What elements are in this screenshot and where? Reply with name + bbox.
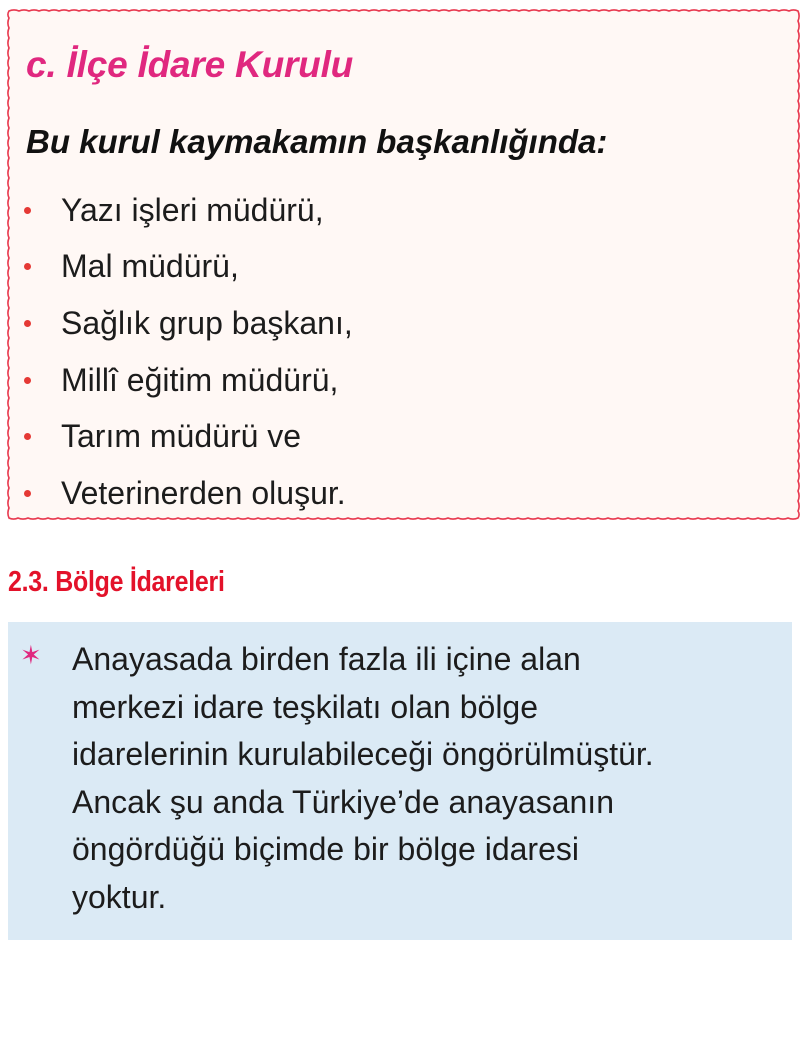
bullet-icon bbox=[24, 320, 31, 327]
list-item bbox=[22, 352, 353, 409]
paragraph-line: Ancak şu anda Türkiye’de anayasanın bbox=[72, 783, 614, 820]
list-item bbox=[22, 182, 353, 239]
list-item-text: Sağlık grup başkanı, bbox=[61, 304, 353, 341]
bullet-icon bbox=[24, 377, 31, 384]
paragraph-line: merkezi idare teşkilatı olan bölge bbox=[72, 688, 539, 725]
list-item-text: Tarım müdürü ve bbox=[61, 418, 302, 455]
paragraph-line: idarelerinin kurulabileceği öngörülmüştür. bbox=[72, 736, 654, 772]
bullet-icon bbox=[24, 263, 31, 270]
bullet-icon bbox=[24, 207, 31, 214]
paragraph-line: öngördüğü biçimde bir bölge idaresi bbox=[72, 831, 579, 867]
list-item-text: Veterinerden oluşur. bbox=[61, 474, 346, 511]
paragraph-line: yoktur. bbox=[72, 878, 167, 915]
card-subtitle: Bu kurul kaymakamın başkanlığında: bbox=[26, 123, 608, 160]
card-title: c. İlçe İdare Kurulu bbox=[26, 44, 354, 85]
ilce-idare-kurulu-card bbox=[8, 10, 800, 520]
star-icon: ✶ bbox=[20, 641, 42, 671]
list-item bbox=[22, 408, 353, 465]
list-item-text: Yazı işleri müdürü, bbox=[61, 191, 324, 228]
list-item bbox=[22, 295, 353, 352]
section-heading: 2.3. Bölge İdareleri bbox=[8, 566, 225, 598]
bullet-icon bbox=[24, 433, 31, 440]
info-box bbox=[8, 622, 792, 940]
list-item bbox=[22, 465, 353, 522]
list-item-text: Mal müdürü, bbox=[61, 248, 239, 285]
list-item bbox=[22, 239, 353, 296]
info-paragraph bbox=[72, 636, 784, 921]
member-list bbox=[22, 182, 353, 522]
paragraph-line: Anayasada birden fazla ili içine alan bbox=[72, 641, 581, 677]
list-item-text: Millî eğitim müdürü, bbox=[61, 361, 339, 398]
bullet-icon bbox=[24, 490, 31, 497]
